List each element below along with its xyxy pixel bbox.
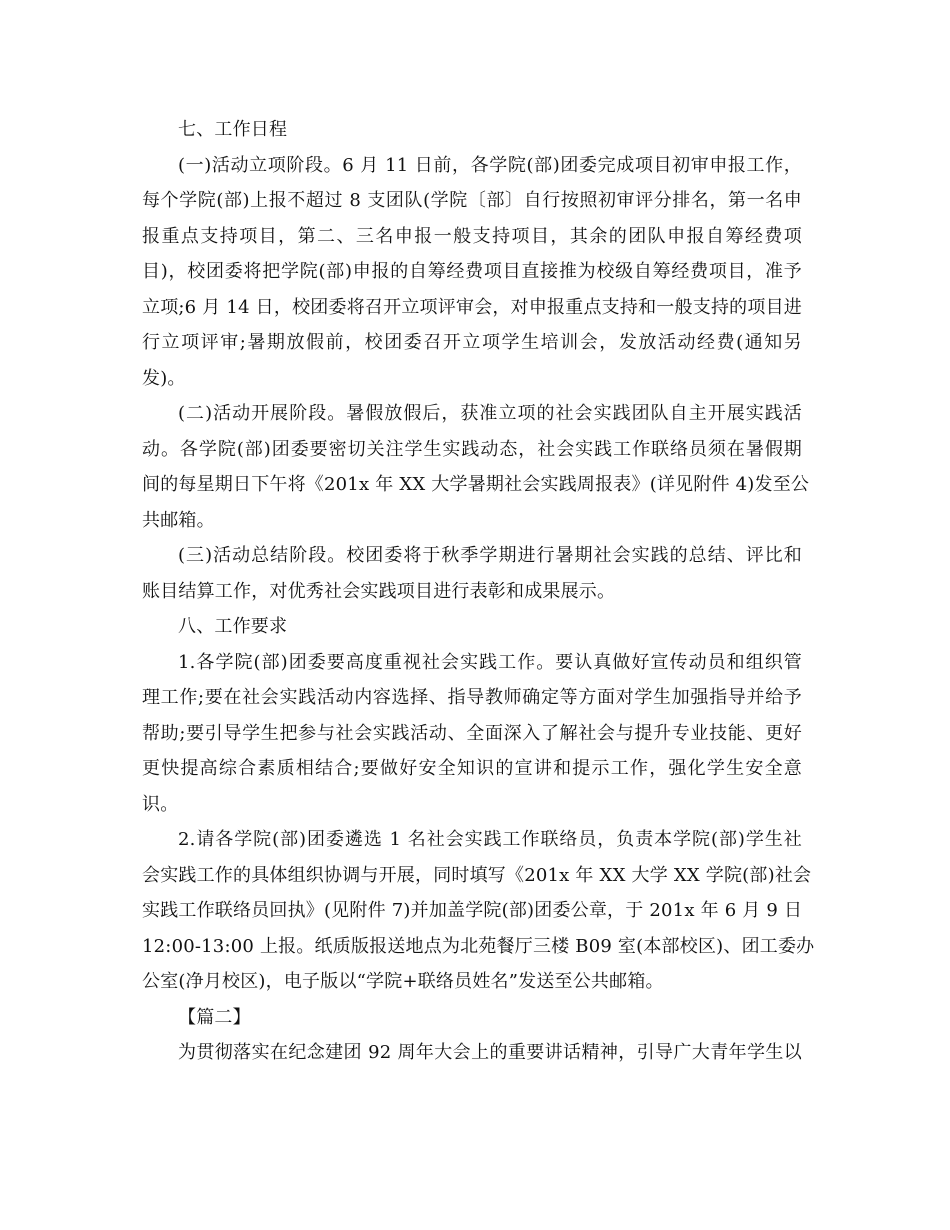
paragraph-line: 12:00-13:00 上报。纸质版报送地点为北苑餐厅三楼 B09 室(本部校区)、团工委办 [142,935,815,957]
paragraph-line: 发)。 [142,367,186,389]
paragraph-line: 为贯彻落实在纪念建团 92 周年大会上的重要讲话精神，引导广大青年学生以 [178,1042,802,1063]
paragraph-line: 间的每星期日下午将《201x 年 XX 大学暑期社会实践周报表》(详见附件 4)发至公 [142,474,810,495]
section-heading-schedule: 七、工作日程 [178,119,288,140]
paragraph-line: 公室(净月校区)，电子版以“学院+联络员姓名”发送至公共邮箱。 [142,971,664,992]
paragraph-line: 目)，校团委将把学院(部)申报的自筹经费项目直接推为校级自筹经费项目，准予 [142,261,802,282]
paragraph-line: 实践工作联络员回执》(见附件 7)并加盖学院(部)团委公章，于 201x 年 6 月 9 日 [142,900,803,921]
paragraph-line: 帮助;要引导学生把参与社会实践活动、全面深入了解社会与提升专业技能、更好 [142,722,802,744]
section-heading-requirements: 八、工作要求 [178,616,288,637]
paragraph-line: 动。各学院(部)团委要密切关注学生实践动态，社会实践工作联络员须在暑假期 [142,438,802,460]
paragraph-line: (三)活动总结阶段。校团委将于秋季学期进行暑期社会实践的总结、评比和 [178,545,802,566]
paragraph-line: 会实践工作的具体组织协调与开展，同时填写《201x 年 XX 大学 XX 学院(部)社会 [142,864,812,886]
paragraph-line: 识。 [142,793,179,815]
paragraph-line: 每个学院(部)上报不超过 8 支团队(学院〔部〕自行按照初审评分排名，第一名申 [142,190,802,211]
paragraph-line: 立项;6 月 14 日，校团委将召开立项评审会，对申报重点支持和一般支持的项目进 [142,296,802,318]
paragraph-line: 账目结算工作，对优秀社会实践项目进行表彰和成果展示。 [142,580,616,602]
paragraph-line: 行立项评审;暑期放假前，校团委召开立项学生培训会，发放活动经费(通知另 [142,332,802,353]
paragraph-line: (二)活动开展阶段。暑假放假后，获准立项的社会实践团队自主开展实践活 [178,403,802,424]
paragraph-line: (一)活动立项阶段。6 月 11 日前，各学院(部)团委完成项目初审申报工作， [178,154,802,176]
paragraph-line: 2.请各学院(部)团委遴选 1 名社会实践工作联络员，负责本学院(部)学生社 [178,829,802,850]
paragraph-line: 共邮箱。 [142,509,215,531]
document-body [142,112,815,1071]
paragraph-line: 理工作;要在社会实践活动内容选择、指导教师确定等方面对学生加强指导并给予 [142,687,802,708]
paragraph-line: 报重点支持项目，第二、三名申报一般支持项目，其余的团队申报自筹经费项 [142,225,802,247]
paragraph-line: 更快提高综合素质相结合;要做好安全知识的宣讲和提示工作，强化学生安全意 [142,758,802,779]
paragraph-line: 1.各学院(部)团委要高度重视社会实践工作。要认真做好宣传动员和组织管 [178,651,802,673]
section-heading-part-two: 【篇二】 [178,1006,251,1028]
